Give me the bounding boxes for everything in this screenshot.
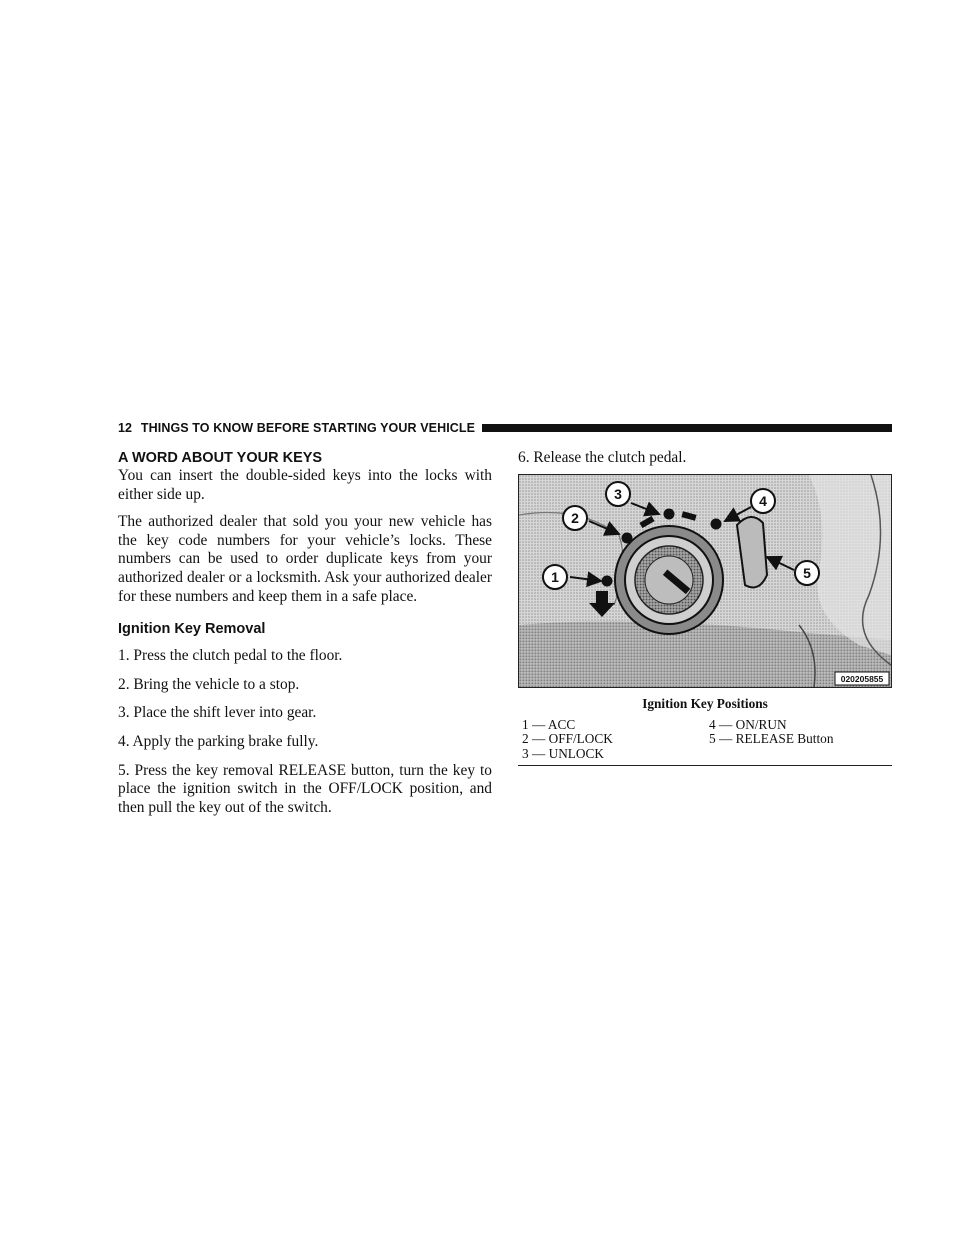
callout-5-label: 5 [803,564,811,581]
callout-4 [751,489,775,513]
step-item: 5. Press the key removal RELEASE button, turn the key to place the ignition switch in the OFF/LOCK position, and then pull the key out of the switch. [118,761,492,816]
callout-1-label: 1 [551,568,559,585]
callout-2 [563,506,587,530]
legend-item: 1 — ACC [522,716,576,732]
legend-item: 2 — OFF/LOCK [522,731,613,747]
callout-4-label: 4 [759,492,767,509]
callout-1 [543,565,567,589]
callout-2-label: 2 [571,509,579,526]
left-column [118,449,492,817]
figure-legend [518,718,892,762]
subsection-heading: Ignition Key Removal [118,621,266,638]
callout-3-label: 3 [614,485,622,502]
right-column [518,449,892,766]
step-item: 4. Apply the parking brake fully. [118,732,319,750]
legend-item: 4 — ON/RUN [709,716,787,732]
callout-5 [795,561,819,585]
legend-item [709,747,896,762]
figure-caption: Ignition Key Positions [642,695,768,711]
step-item: 1. Press the clutch pedal to the floor. [118,647,343,665]
legend-item: 3 — UNLOCK [522,745,604,761]
image-code: 020205855 [840,673,884,684]
step-item: 2. Bring the vehicle to a stop. [118,675,300,693]
paragraph: The authorized dealer that sold you your new vehicle has the key code numbers for your vehicle’s locks. These numbers can be used to order duplicate keys from your authorized dealer or a locksmith. Ask your authorized dealer for these numbers and keep them in a safe place. [118,513,492,605]
running-header [118,419,892,437]
page-number: 12 [118,421,132,435]
legend-rule [518,765,892,766]
running-header-title: THINGS TO KNOW BEFORE STARTING YOUR VEHICLE [140,421,476,435]
ignition-illustration [519,475,891,687]
header-rule [482,424,892,432]
step-item: 3. Place the shift lever into gear. [118,704,317,722]
step-item: 6. Release the clutch pedal. [518,449,687,466]
section-heading: A WORD ABOUT YOUR KEYS [118,450,323,466]
ignition-switch-figure [518,474,892,688]
callout-3 [606,482,630,506]
paragraph: You can insert the double-sided keys into the locks with either side up. [118,467,492,503]
legend-item: 5 — RELEASE Button [709,731,834,747]
